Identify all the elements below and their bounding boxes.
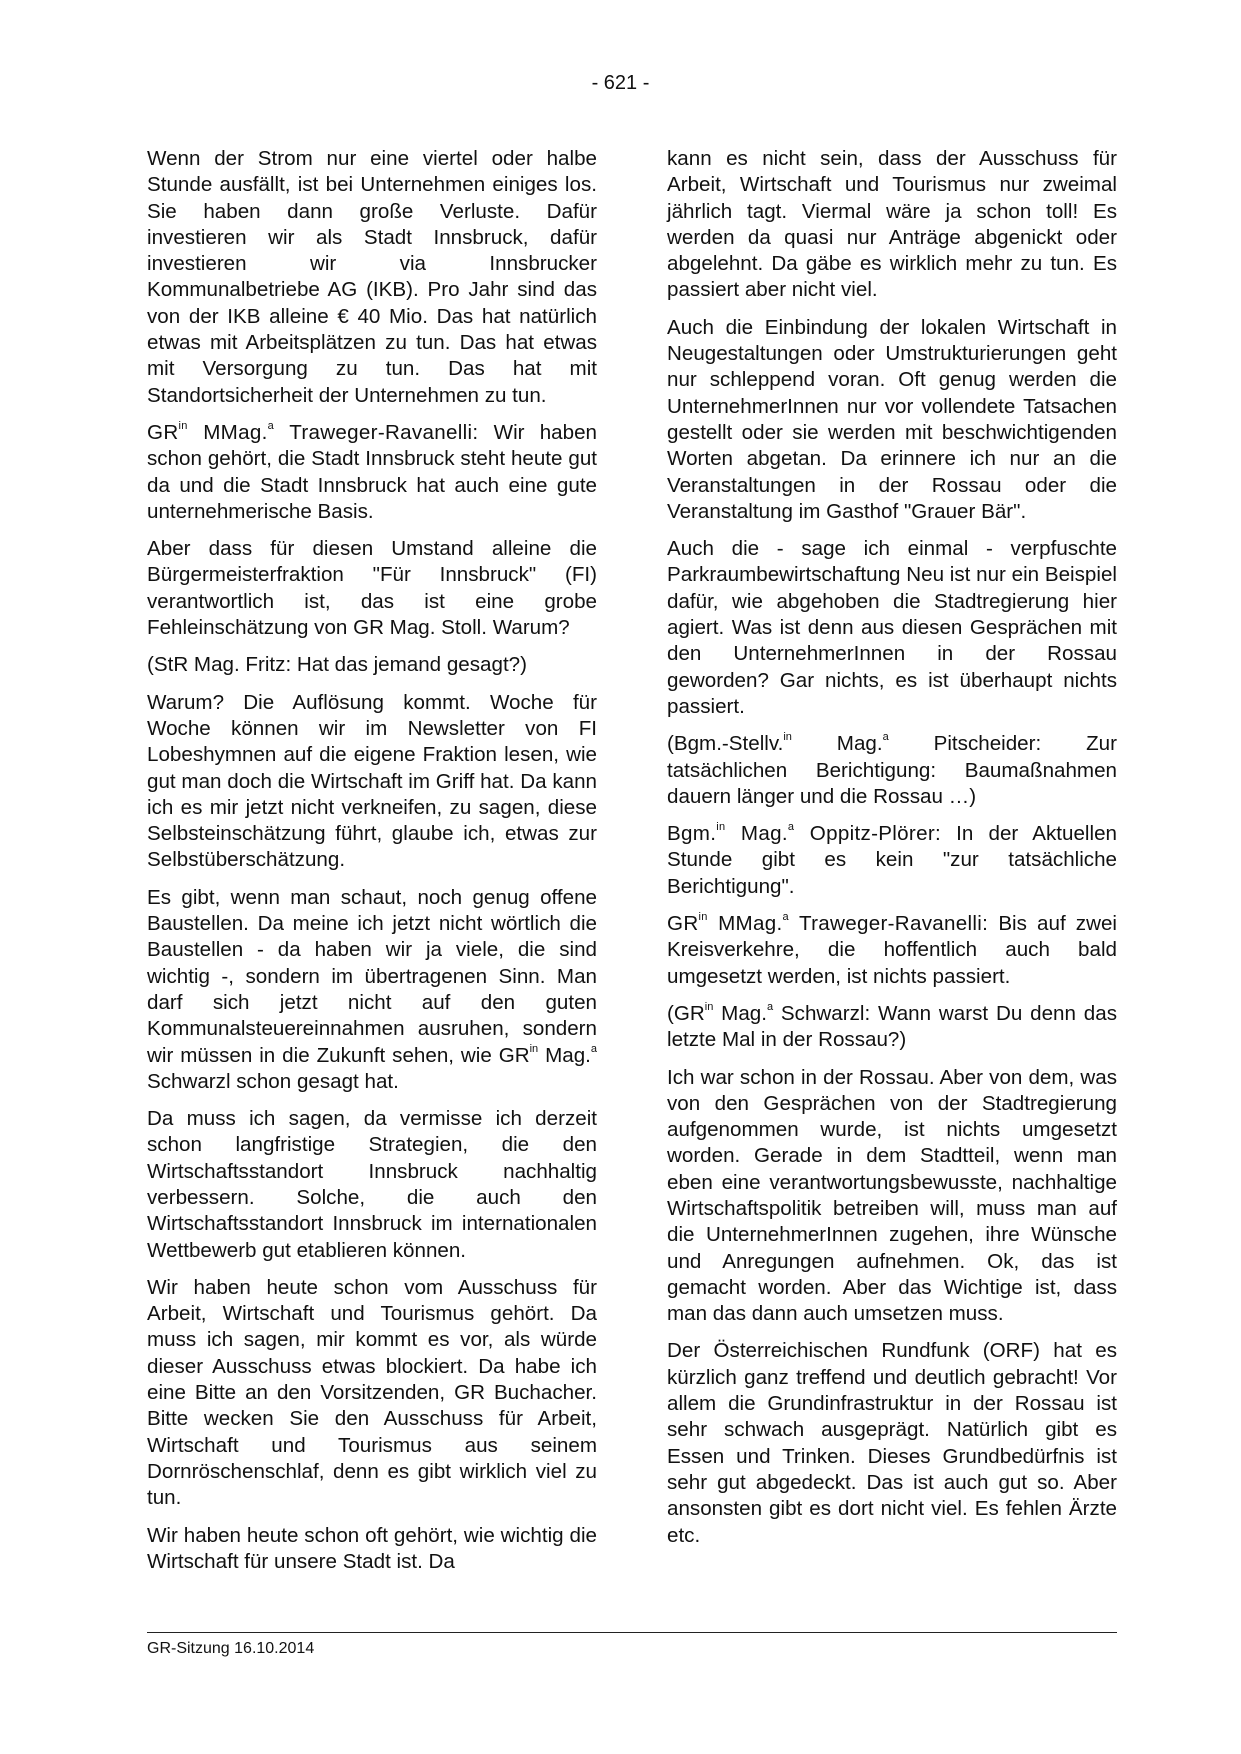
paragraph: Der Österreichischen Rundfunk (ORF) hat es kürzlich ganz treffend und deutlich gebracht! Vor allem die Grundinfrastruktur in der Rossau ist sehr schwach ausgeprägt. Natürlich gibt es Essen und Trinken. Dieses Grundbedürfnis ist sehr gut abgedeckt. Das ist auch gut so. Aber ansonsten gibt es dort nicht viel. Es fehlen Ärzte etc. (667, 1339, 1117, 1547)
speaker-name: Traweger-Ravanelli: (788, 912, 989, 936)
speech-oppitz-ploerer (667, 821, 1117, 900)
right-column (667, 146, 1117, 1560)
paragraph: Wenn der Strom nur eine viertel oder halbe Stunde ausfällt, ist bei Unternehmen einiges los. Sie haben dann große Verluste. Dafür investieren wir als Stadt Innsbruck, dafür investieren wir via Innsbrucker Kommunalbetriebe AG (IKB). Pro Jahr sind das von der IKB alleine € 40 Mio. Das hat natürlich etwas mit Arbeitsplätzen zu tun. Das hat etwas mit Versorgung zu tun. Das hat mit Standortsicherheit der Unternehmen zu tun. (147, 147, 597, 407)
superscript: a (782, 911, 789, 924)
paragraph: Auch die Einbindung der lokalen Wirtschaft in Neugestaltungen oder Umstrukturierungen geht nur schleppend voran. Oft genug werden die UnternehmerInnen nur vor vollendete Tatsachen gestellt oder sie werden mit beschwichtigenden Worten abgetan. Da erinnere ich nur an die Veranstaltungen in der Rossau oder die Veranstaltung im Gasthof "Grauer Bär". (667, 315, 1117, 523)
speaker-name: Traweger-Ravanelli: (274, 420, 479, 444)
speaker-title: Mag. (725, 822, 788, 846)
superscript: in (783, 731, 792, 744)
text-run: Schwarzl: Wann warst Du denn das letzte Mal in der Rossau?) (667, 1001, 1117, 1052)
superscript: in (178, 420, 188, 433)
superscript: a (267, 420, 275, 433)
paragraph: kann es nicht sein, dass der Ausschuss für Arbeit, Wirtschaft und Tourismus nur zweimal jährlich tagt. Viermal wäre ja schon toll! Es werden da quasi nur Anträge abgenickt oder abgelehnt. Da gäbe es wirklich mehr zu tun. Es passiert aber nicht viel. (667, 147, 1117, 302)
paragraph: Da muss ich sagen, da vermisse ich derzeit schon langfristige Strategien, die den Wirtschaftsstandort Innsbruck nachhaltig verbessern. Solche, die auch den Wirtschaftsstandort Innsbruck im internationalen Wettbewerb gut etablieren können. (147, 1107, 597, 1262)
speech-text: In der Aktuellen Stunde gibt es kein "zur tatsächliche Berichtigung". (667, 822, 1117, 898)
speaker-label (667, 822, 941, 845)
interjection (667, 1001, 1117, 1054)
text-run: Es gibt, wenn man schaut, noch genug offene Baustellen. Da meine ich jetzt nicht wörtlich die Baustellen - da haben wir ja viele, die sind wichtig -, sondern im übertragenen Sinn. Man darf sich jetzt nicht auf den guten Kommunalsteuereinnahmen ausruhen, sondern wir müssen in die Zukunft sehen, wie GR (147, 885, 597, 1067)
paragraph (147, 885, 597, 1095)
speaker-title: GR (147, 420, 179, 444)
speaker-name: Oppitz-Plörer: (794, 822, 941, 846)
speech-text: Wir haben schon gehört, die Stadt Innsbruck steht heute gut da und die Stadt Innsbruck hat auch eine gute unternehmerische Basis. (147, 420, 597, 523)
text-run: Mag. (538, 1043, 591, 1067)
speaker-label (667, 912, 988, 935)
speech-traweger-ravanelli-2 (667, 911, 1117, 990)
text-run: (Bgm.-Stellv. (667, 732, 784, 756)
speaker-title: GR (667, 912, 699, 936)
superscript: a (590, 1042, 597, 1055)
superscript: in (704, 1001, 714, 1014)
paragraph: Warum? Die Auflösung kommt. Woche für Woche können wir im Newsletter von FI Lobeshymnen auf die eigene Fraktion lesen, wie gut man doch die Wirtschaft im Griff hat. Da kann ich es mir jetzt nicht verkneifen, zu sagen, diese Selbsteinschätzung führt, glaube ich, etwas zur Selbstüberschätzung. (147, 690, 597, 872)
superscript: a (766, 1001, 774, 1014)
text-run: Schwarzl schon gesagt hat. (147, 1069, 399, 1093)
speaker-label (147, 421, 478, 444)
footer-divider (147, 1632, 1117, 1633)
footer-session-date: GR-Sitzung 16.10.2014 (147, 1640, 315, 1657)
paragraph: Ich war schon in der Rossau. Aber von dem, was von den Gesprächen von der Stadtregierung aufgenommen wurde, ist nichts umgesetzt worden. Gerade in dem Stadtteil, wenn man eben eine verantwortungsbewusste, nachhaltige Wirtschaftspolitik betreiben will, muss man auf die UnternehmerInnen zugehen, ihre Wünsche und Anregungen aufnehmen. Ok, das ist gemacht worden. Aber das Wichtige ist, dass man das dann auch umsetzen muss. (667, 1065, 1117, 1326)
superscript: a (787, 821, 795, 834)
page-number: - 621 - (591, 72, 650, 94)
superscript: in (716, 821, 726, 834)
text-run: Pitscheider: Zur tatsächlichen Berichtigung: Baumaßnahmen dauern länger und die Rossau …) (667, 732, 1117, 808)
text-run: Mag. (791, 732, 883, 756)
speech-traweger-ravanelli-1 (147, 420, 597, 525)
superscript: a (882, 731, 889, 744)
left-column (147, 146, 597, 1586)
paragraph: Wir haben heute schon oft gehört, wie wichtig die Wirtschaft für unsere Stadt ist. Da (147, 1523, 597, 1573)
superscript: in (529, 1042, 539, 1055)
interjection: (StR Mag. Fritz: Hat das jemand gesagt?) (147, 653, 527, 677)
speech-text: Bis auf zwei Kreisverkehre, die hoffentlich auch bald umgesetzt werden, ist nichts passiert. (667, 912, 1117, 988)
speaker-title: MMag. (707, 912, 783, 936)
text-run: (GR (667, 1001, 705, 1025)
speaker-title: Bgm. (667, 822, 717, 846)
speaker-title: MMag. (187, 420, 268, 444)
paragraph: Aber dass für diesen Umstand alleine die Bürgermeisterfraktion "Für Innsbruck" (FI) verantwortlich ist, das ist eine grobe Fehleinschätzung von GR Mag. Stoll. Warum? (147, 537, 597, 640)
interjection (667, 731, 1117, 810)
superscript: in (698, 911, 708, 924)
paragraph: Wir haben heute schon vom Ausschuss für Arbeit, Wirtschaft und Tourismus gehört. Da muss ich sagen, mir kommt es vor, als würde dieser Ausschuss etwas blockiert. Da habe ich eine Bitte an den Vorsitzenden, GR Buchacher. Bitte wecken Sie den Ausschuss für Arbeit, Wirtschaft und Tourismus aus seinem Dornröschenschlaf, denn es gibt wirklich viel zu tun. (147, 1275, 597, 1510)
paragraph: Auch die - sage ich einmal - verpfuschte Parkraumbewirtschaftung Neu ist nur ein Beispiel dafür, wie abgehoben die Stadtregierung hier agiert. Was ist denn aus diesen Gesprächen mit den UnternehmerInnen in der Rossau geworden? Gar nichts, es ist überhaupt nichts passiert. (667, 537, 1117, 718)
text-run: Mag. (713, 1001, 767, 1025)
